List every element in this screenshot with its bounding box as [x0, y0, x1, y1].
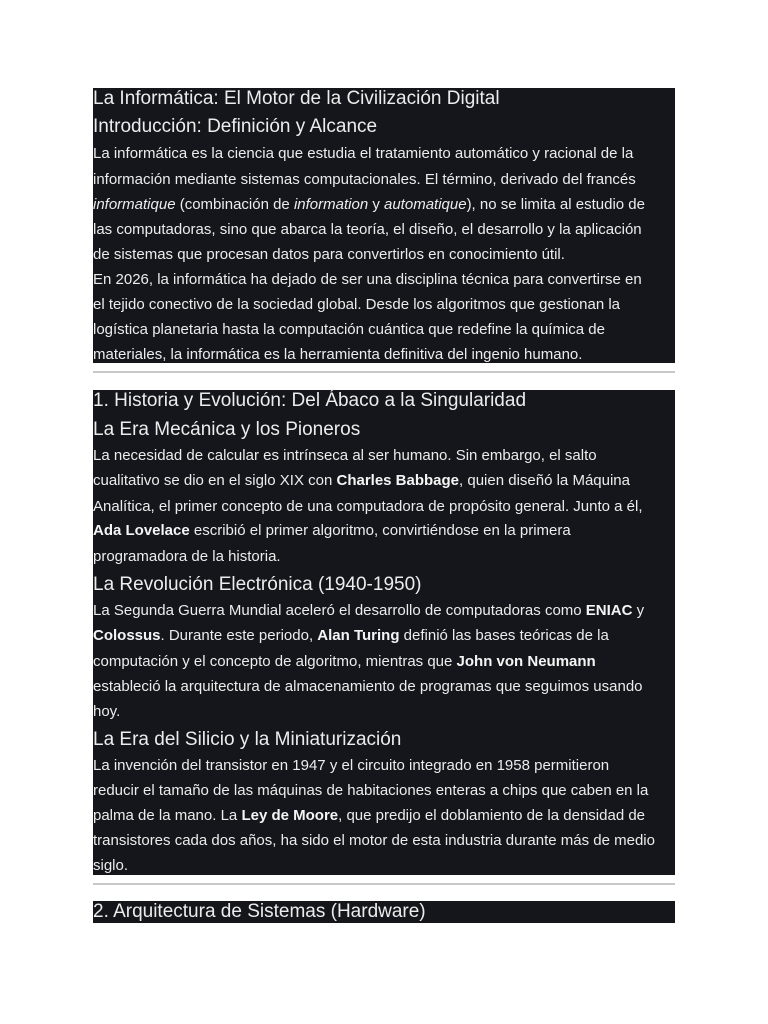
text-line: La informática es la ciencia que estudia el tratamiento automático y racional de la — [93, 145, 634, 162]
bold-term: Ley de Moore — [241, 807, 339, 824]
text-span: . Durante este periodo, — [160, 627, 318, 644]
text-line: La necesidad de calcular es intrínseca al ser humano. Sin embargo, el salto — [93, 447, 597, 464]
intro-heading: Introducción: Definición y Alcance — [93, 116, 378, 137]
text-line — [93, 602, 644, 619]
text-line: información mediante sistemas computacionales. El término, derivado del francés — [93, 171, 636, 188]
text-line: La invención del transistor en 1947 y el circuito integrado en 1958 permitieron — [93, 757, 610, 774]
section-heading-history: 1. Historia y Evolución: Del Ábaco a la Singularidad — [93, 390, 527, 411]
text-line: siglo. — [93, 857, 129, 874]
text-line: estableció la arquitectura de almacenamiento de programas que seguimos usando — [93, 678, 643, 695]
bold-term: John von Neumann — [456, 653, 596, 670]
text-span: ), no se limita al estudio de — [466, 196, 645, 213]
text-span: , que predijo el doblamiento de la densidad de — [338, 807, 646, 824]
text-line — [93, 196, 645, 213]
text-span: definió las bases teóricas de la — [399, 627, 609, 644]
text-line: de sistemas que procesan datos para convertirlos en conocimiento útil. — [93, 246, 565, 263]
bold-term: Alan Turing — [317, 627, 400, 644]
intro-block — [93, 88, 675, 363]
history-block — [93, 390, 675, 875]
text-span: La Segunda Guerra Mundial aceleró el desarrollo de computadoras como — [93, 602, 586, 619]
text-line — [93, 807, 645, 824]
italic-term: automatique — [384, 196, 467, 213]
text-span: cualitativo se dio en el siglo XIX con — [93, 472, 337, 489]
text-line: transistores cada dos años, ha sido el motor de esta industria durante más de medio — [93, 832, 655, 849]
text-line: hoy. — [93, 703, 121, 720]
text-line — [93, 627, 609, 644]
text-line: materiales, la informática es la herramienta definitiva del ingenio humano. — [93, 346, 583, 363]
text-line: el tejido conectivo de la sociedad global. Desde los algoritmos que gestionan la — [93, 296, 620, 313]
text-span: y — [368, 196, 384, 213]
text-span: (combinación de — [175, 196, 294, 213]
subheading-electronic-revolution: La Revolución Electrónica (1940-1950) — [93, 574, 422, 595]
text-line: programadora de la historia. — [93, 548, 281, 565]
section-divider — [93, 371, 675, 373]
hardware-block — [93, 901, 675, 923]
bold-term: Ada Lovelace — [93, 522, 190, 539]
section-divider — [93, 883, 675, 885]
text-line: reducir el tamaño de las máquinas de habitaciones enteras a chips que caben en la — [93, 782, 649, 799]
bold-term: ENIAC — [585, 602, 633, 619]
text-line: las computadoras, sino que abarca la teoría, el diseño, el desarrollo y la aplicación — [93, 221, 642, 238]
bold-term: Colossus — [93, 627, 161, 644]
text-line: logística planetaria hasta la computación cuántica que redefine la química de — [93, 321, 605, 338]
text-line — [93, 522, 571, 539]
text-span: , quien diseñó la Máquina — [459, 472, 630, 489]
text-line — [93, 653, 596, 670]
bold-term: Charles Babbage — [336, 472, 460, 489]
subheading-mechanical-era: La Era Mecánica y los Pioneros — [93, 419, 361, 440]
text-span: escribió el primer algoritmo, convirtiéndose en la primera — [189, 522, 571, 539]
text-span: y — [632, 602, 645, 619]
text-line: En 2026, la informática ha dejado de ser una disciplina técnica para convertirse en — [93, 271, 642, 288]
italic-term: information — [293, 196, 369, 213]
document-title: La Informática: El Motor de la Civilización Digital — [93, 88, 500, 109]
section-heading-hardware: 2. Arquitectura de Sistemas (Hardware) — [93, 901, 426, 922]
text-line: Analítica, el primer concepto de una computadora de propósito general. Junto a él, — [93, 498, 643, 515]
subheading-silicon-era: La Era del Silicio y la Miniaturización — [93, 729, 402, 750]
text-line — [93, 472, 630, 489]
text-span: palma de la mano. La — [93, 807, 242, 824]
text-span: computación y el concepto de algoritmo, mientras que — [93, 653, 457, 670]
italic-term: informatique — [93, 196, 176, 213]
